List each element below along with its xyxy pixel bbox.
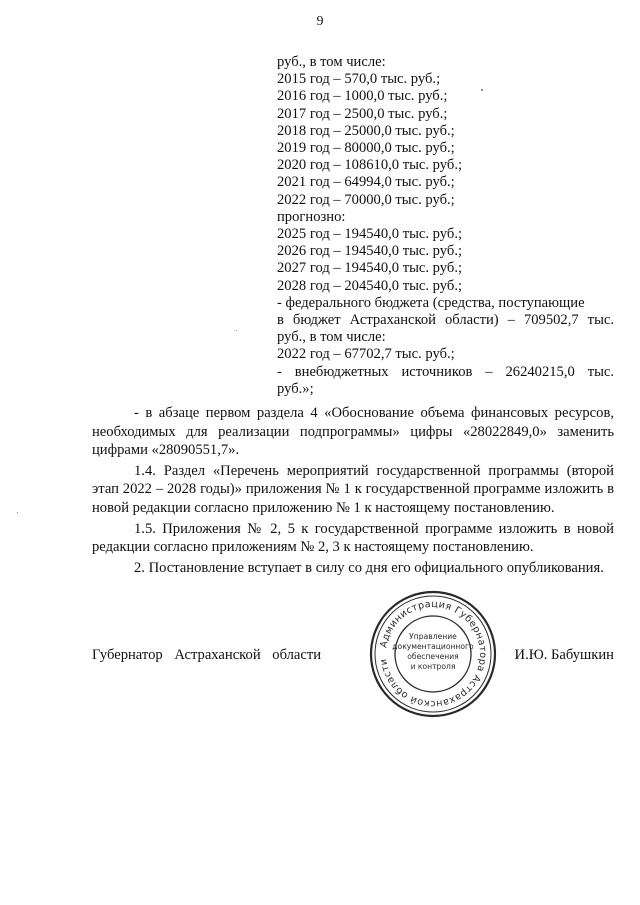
scan-speck bbox=[481, 89, 483, 91]
funding-line: 2017 год – 2500,0 тыс. руб.; bbox=[277, 105, 448, 122]
funding-breakdown bbox=[277, 54, 614, 398]
seal-center-line: документационного bbox=[392, 642, 474, 651]
decree-body bbox=[92, 404, 614, 579]
funding-line: - внебюджетных источников – 26240215,0 тыс. bbox=[277, 363, 614, 380]
seal-center-line: обеспечения bbox=[407, 652, 459, 661]
signatory-position: Губернатор Астраханской области bbox=[92, 647, 322, 663]
funding-line: в бюджет Астраханской области) – 709502,7 тыс. bbox=[277, 312, 614, 329]
scan-speck bbox=[236, 330, 237, 331]
funding-line: 2015 год – 570,0 тыс. руб.; bbox=[277, 71, 441, 88]
funding-line: 2020 год – 108610,0 тыс. руб.; bbox=[277, 157, 463, 174]
page-number: 9 bbox=[316, 14, 324, 29]
funding-line: прогнозно: bbox=[277, 208, 346, 225]
signatory-name: И.Ю. Бабушкин bbox=[514, 647, 614, 663]
seal-center-line: и контроля bbox=[410, 662, 456, 671]
paragraph-2: 2. Постановление вступает в силу со дня его официального опубликования. bbox=[134, 559, 604, 576]
funding-line: 2018 год – 25000,0 тыс. руб.; bbox=[277, 122, 455, 139]
funding-line: 2028 год – 204540,0 тыс. руб.; bbox=[277, 277, 463, 294]
funding-line: 2021 год – 64994,0 тыс. руб.; bbox=[277, 174, 455, 191]
funding-line: 2022 год – 70000,0 тыс. руб.; bbox=[277, 191, 455, 208]
funding-line: 2026 год – 194540,0 тыс. руб.; bbox=[277, 243, 463, 260]
funding-line: 2025 год – 194540,0 тыс. руб.; bbox=[277, 226, 463, 243]
official-seal bbox=[367, 588, 499, 720]
funding-line: 2016 год – 1000,0 тыс. руб.; bbox=[277, 88, 448, 105]
scan-speck bbox=[17, 512, 18, 513]
funding-line: руб.»; bbox=[277, 380, 314, 397]
funding-line: - федерального бюджета (средства, поступающие bbox=[277, 294, 585, 311]
paragraph-section4-amendment: - в абзаце первом раздела 4 «Обоснование объема финансовых ресурсов, необходимых для реализации подпрограммы» цифры «28022849,0» заменить цифрами «28090551,7». bbox=[92, 405, 614, 459]
funding-line: руб., в том числе: bbox=[277, 329, 386, 346]
funding-line: руб., в том числе: bbox=[277, 54, 386, 70]
funding-line: 2027 год – 194540,0 тыс. руб.; bbox=[277, 260, 463, 277]
funding-line: 2019 год – 80000,0 тыс. руб.; bbox=[277, 140, 455, 157]
seal-stamp-icon bbox=[367, 588, 499, 720]
seal-center-line: Управление bbox=[409, 632, 457, 641]
paragraph-1-5: 1.5. Приложения № 2, 5 к государственной программе изложить в новой редакции согласно приложениям № 2, 3 к настоящему постановлению. bbox=[92, 520, 614, 556]
paragraph-1-4: 1.4. Раздел «Перечень мероприятий государственной программы (второй этап 2022 – 2028 годы)» приложения № 1 к государственной программе изложить в новой редакции согласно приложению № 1 к настоящему постановлению. bbox=[92, 462, 614, 516]
funding-line: 2022 год – 67702,7 тыс. руб.; bbox=[277, 346, 455, 363]
seal-ring-text: Администрация Губернатора Астраханской области bbox=[378, 598, 489, 710]
